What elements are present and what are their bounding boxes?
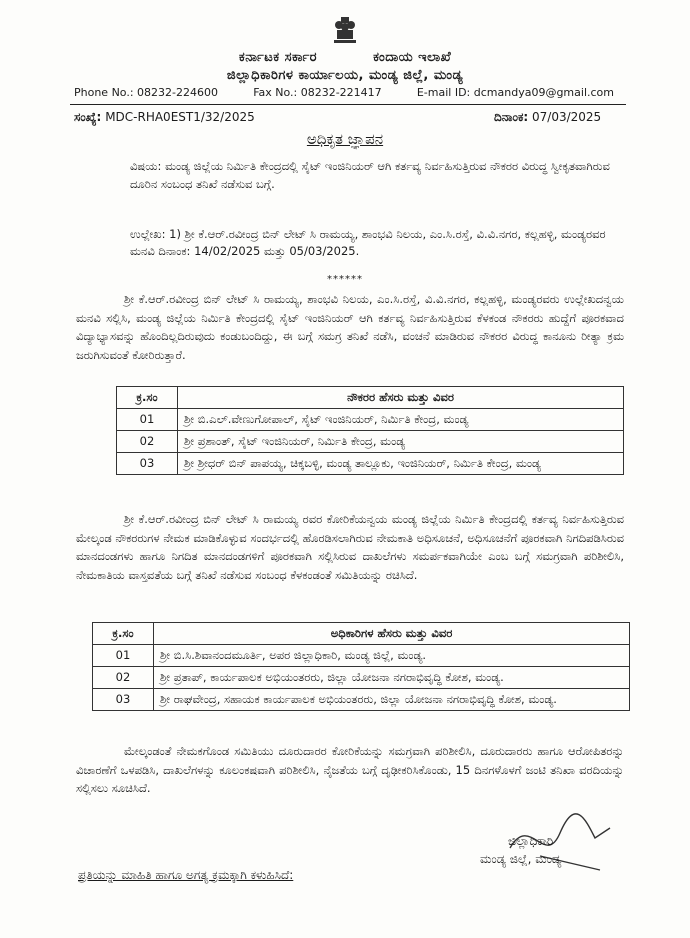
committee-table xyxy=(92,622,630,711)
signatory-place: ಮಂಡ್ಯ ಜಿಲ್ಲೆ, ಮಂಡ್ಯ xyxy=(480,852,562,866)
table-header-row xyxy=(93,623,630,645)
date-value: 07/03/2025 xyxy=(532,110,602,124)
row-sn: 01 xyxy=(117,409,178,431)
separator: ****** xyxy=(327,274,363,285)
department-name: ಕಂದಾಯ ಇಲಾಖೆ xyxy=(373,50,452,65)
reference-label: ಸಂಖ್ಯೆ: xyxy=(74,110,102,124)
header-line1 xyxy=(0,50,690,65)
date-label: ದಿನಾಂಕ: xyxy=(494,110,529,124)
signatory-title: ಜಿಲ್ಲಾಧಿಕಾರಿ xyxy=(508,834,554,848)
table-header-row xyxy=(117,387,624,409)
references-block xyxy=(130,226,620,260)
column-header-sn: ಕ್ರ.ಸಂ xyxy=(93,623,154,645)
govt-name: ಕರ್ನಾಟಕ ಸರ್ಕಾರ xyxy=(238,50,318,65)
references-text: 1) ಶ್ರೀ ಕೆ.ಆರ್.ರವೀಂದ್ರ ಬಿನ್ ಲೇಟ್ ಸಿ ರಾಮಯ್ಯ, ಶಾಂಭವಿ ನಿಲಯ, ಎಂ.ಸಿ.ರಸ್ತೆ, ವಿ.ವಿ.ನಗರ, ಕಲ್ಲಹಳ್ಳಿ, ಮಂಡ್ಯರವರ ಮನವಿ ದಿನಾಂಕ: 14/02/2025 ಮತ್ತು 05/03/2025. xyxy=(130,227,606,258)
row-sn: 02 xyxy=(93,667,154,689)
row-details: ಶ್ರೀ ಬಿ.ಎಲ್.ವೇಣುಗೋಪಾಲ್, ಸೈಟ್ ಇಂಜಿನಿಯರ್, ನಿರ್ಮಿತಿ ಕೇಂದ್ರ, ಮಂಡ್ಯ xyxy=(178,409,624,431)
row-details: ಶ್ರೀ ಶ್ರೀಧರ್ ಬಿನ್ ಪಾಪಯ್ಯ, ಚಿಕ್ಕಬಳ್ಳಿ, ಮಂಡ್ಯ ತಾಲ್ಲೂಕು, ಇಂಜಿನಿಯರ್, ನಿರ್ಮಿತಿ ಕೇಂದ್ರ, ಮಂಡ್ಯ xyxy=(178,453,624,475)
row-details: ಶ್ರೀ ಪ್ರಶಾಂತ್, ಸೈಟ್ ಇಂಜಿನಿಯರ್, ನಿರ್ಮಿತಿ ಕೇಂದ್ರ, ಮಂಡ್ಯ xyxy=(178,431,624,453)
copy-to-line: ಪ್ರತಿಯನ್ನು ಮಾಹಿತಿ ಹಾಗೂ ಅಗತ್ಯ ಕ್ರಮಕ್ಕಾಗಿ ಕಳುಹಿಸಿದೆ: xyxy=(78,868,294,882)
subject-label: ವಿಷಯ: xyxy=(130,159,162,173)
paragraph-1: ಶ್ರೀ ಕೆ.ಆರ್.ರವೀಂದ್ರ ಬಿನ್ ಲೇಟ್ ಸಿ ರಾಮಯ್ಯ, ಶಾಂಭವಿ ನಿಲಯ, ಎಂ.ಸಿ.ರಸ್ತೆ, ವಿ.ವಿ.ನಗರ, ಕಲ್ಲಹಳ್ಳಿ, ಮಂಡ್ಯರವರು ಉಲ್ಲೇಖದನ್ವಯ ಮನವಿ ಸಲ್ಲಿಸಿ, ಮಂಡ್ಯ ಜಿಲ್ಲೆಯ ನಿರ್ಮಿತಿ ಕೇಂದ್ರದಲ್ಲಿ ಸೈಟ್ ಇಂಜಿನಿಯರ್ ಆಗಿ ಕರ್ತವ್ಯ ನಿರ್ವಹಿಸುತ್ತಿರುವ ಕೆಳಕಂಡ ನೌಕರರು ಹುದ್ದೆಗೆ ಪೂರಕವಾದ ವಿದ್ಯಾಭ್ಯಾಸವನ್ನು ಹೊಂದಿಲ್ಲದಿರುವುದು ಕಂಡುಬಂದಿದ್ದು, ಈ ಬಗ್ಗೆ ಸಮಗ್ರ ತನಿಖೆ ನಡೆಸಿ, ವಂಚನೆ ಮಾಡಿರುವ ನೌಕರರ ವಿರುದ್ಧ ಕಾನೂನು ರೀತ್ಯಾ ಕ್ರಮ ಜರುಗಿಸುವಂತೆ ಕೋರಿರುತ್ತಾರೆ. xyxy=(76,292,624,362)
row-sn: 02 xyxy=(117,431,178,453)
phone-number: Phone No.: 08232-224600 xyxy=(74,86,218,99)
column-header-details: ಅಧಿಕಾರಿಗಳ ಹೆಸರು ಮತ್ತು ವಿವರ xyxy=(154,623,630,645)
contact-line xyxy=(74,86,614,99)
row-details: ಶ್ರೀ ಬಿ.ಸಿ.ಶಿವಾನಂದಮೂರ್ತಿ, ಅಪರ ಜಿಲ್ಲಾಧಿಕಾರಿ, ಮಂಡ್ಯ ಜಿಲ್ಲೆ, ಮಂಡ್ಯ. xyxy=(154,645,630,667)
row-details: ಶ್ರೀ ಪ್ರತಾಪ್, ಕಾರ್ಯಪಾಲಕ ಅಭಿಯಂತರರು, ಜಿಲ್ಲಾ ಯೋಜನಾ ನಗರಾಭಿವೃದ್ಧಿ ಕೋಶ, ಮಂಡ್ಯ. xyxy=(154,667,630,689)
signature-block xyxy=(480,832,561,868)
government-emblem-icon xyxy=(328,14,362,48)
employees-table xyxy=(116,386,624,475)
reference-number xyxy=(74,110,255,125)
row-details: ಶ್ರೀ ರಾಘವೇಂದ್ರ, ಸಹಾಯಕ ಕಾರ್ಯಪಾಲಕ ಅಭಿಯಂತರರು, ಜಿಲ್ಲಾ ಯೋಜನಾ ನಗರಾಭಿವೃದ್ಧಿ ಕೋಶ, ಮಂಡ್ಯ. xyxy=(154,689,630,711)
row-sn: 03 xyxy=(117,453,178,475)
reference-value: MDC-RHA0EST1/32/2025 xyxy=(105,110,255,124)
table-row xyxy=(117,453,624,475)
table-row xyxy=(117,409,624,431)
document-date xyxy=(494,110,601,125)
table-row xyxy=(93,667,630,689)
paragraph-3: ಮೇಲ್ಕಂಡಂತೆ ನೇಮಕಗೊಂಡ ಸಮಿತಿಯು ದೂರುದಾರರ ಕೋರಿಕೆಯನ್ನು ಸಮಗ್ರವಾಗಿ ಪರಿಶೀಲಿಸಿ, ದೂರುದಾರರು ಹಾಗೂ ಆರೋಪಿತರನ್ನು ವಿಚಾರಣೆಗೆ ಒಳಪಡಿಸಿ, ದಾಖಲೆಗಳನ್ನು ಕೂಲಂಕಷವಾಗಿ ಪರಿಶೀಲಿಸಿ, ನೈಜತೆಯ ಬಗ್ಗೆ ದೃಢೀಕರಿಸಿಕೊಂಡು, 15 ದಿನಗಳೊಳಗೆ ಜಂಟಿ ತನಿಖಾ ವರದಿಯನ್ನು ಸಲ್ಲಿಸಲು ಸೂಚಿಸಿದೆ. xyxy=(76,744,624,795)
email-address: E-mail ID: dcmandya09@gmail.com xyxy=(416,86,614,99)
row-sn: 03 xyxy=(93,689,154,711)
table-row xyxy=(117,431,624,453)
column-header-sn: ಕ್ರ.ಸಂ xyxy=(117,387,178,409)
subject-block xyxy=(130,157,620,193)
column-header-details: ನೌಕರರ ಹೆಸರು ಮತ್ತು ವಿವರ xyxy=(178,387,624,409)
row-sn: 01 xyxy=(93,645,154,667)
subject-text: ಮಂಡ್ಯ ಜಿಲ್ಲೆಯ ನಿರ್ಮಿತಿ ಕೇಂದ್ರದಲ್ಲಿ ಸೈಟ್ ಇಂಜಿನಿಯರ್ ಆಗಿ ಕರ್ತವ್ಯ ನಿರ್ವಹಿಸುತ್ತಿರುವ ನೌಕರರ ವಿರುದ್ಧ ಸ್ವೀಕೃತವಾಗಿರುವ ದೂರಿನ ಸಂಬಂಧ ತನಿಖೆ ನಡೆಸುವ ಬಗ್ಗೆ. xyxy=(130,159,610,191)
references-label: ಉಲ್ಲೇಖ: xyxy=(130,227,166,241)
table-row xyxy=(93,645,630,667)
paragraph-2: ಶ್ರೀ ಕೆ.ಆರ್.ರವೀಂದ್ರ ಬಿನ್ ಲೇಟ್ ಸಿ ರಾಮಯ್ಯ ರವರ ಕೋರಿಕೆಯನ್ವಯ ಮಂಡ್ಯ ಜಿಲ್ಲೆಯ ನಿರ್ಮಿತಿ ಕೇಂದ್ರದಲ್ಲಿ ಕರ್ತವ್ಯ ನಿರ್ವಹಿಸುತ್ತಿರುವ ಮೇಲ್ಕಂಡ ನೌಕರರುಗಳ ನೇಮಕ ಮಾಡಿಕೊಳ್ಳುವ ಸಂದರ್ಭದಲ್ಲಿ ಹೊರಡಿಸಲಾಗಿರುವ ನೇಮಕಾತಿ ಅಧಿಸೂಚನೆ, ಅಧಿಸೂಚನೆಗೆ ಪೂರಕವಾಗಿ ನಿಗದಿಪಡಿಸಿರುವ ಮಾನದಂಡಗಳು ಹಾಗೂ ನಿಗದಿತ ಮಾನದಂಡಗಳಿಗೆ ಪೂರಕವಾಗಿ ಸಲ್ಲಿಸಿರುವ ದಾಖಲೆಗಳು ಸಮರ್ಪಕವಾಗಿಯೇ ಎಂಬ ಬಗ್ಗೆ ಸಮಗ್ರವಾಗಿ ಪರಿಶೀಲಿಸಿ, ನೇಮಕಾತಿಯ ವಾಸ್ತವತೆಯ ಬಗ್ಗೆ ತನಿಖೆ ನಡೆಸುವ ಸಂಬಂಧ ಕೆಳಕಂಡಂತೆ ಸಮಿತಿಯನ್ನು ರಚಿಸಿದೆ. xyxy=(76,512,624,582)
fax-number: Fax No.: 08232-221417 xyxy=(253,86,382,99)
table-row xyxy=(93,689,630,711)
page-title: ಅಧಿಕೃತ ಜ್ಞಾಪನ xyxy=(306,130,384,148)
office-name: ಜಿಲ್ಲಾಧಿಕಾರಿಗಳ ಕಾರ್ಯಾಲಯ, ಮಂಡ್ಯ ಜಿಲ್ಲೆ, ಮಂಡ್ಯ xyxy=(226,68,464,83)
header-divider xyxy=(70,104,626,105)
